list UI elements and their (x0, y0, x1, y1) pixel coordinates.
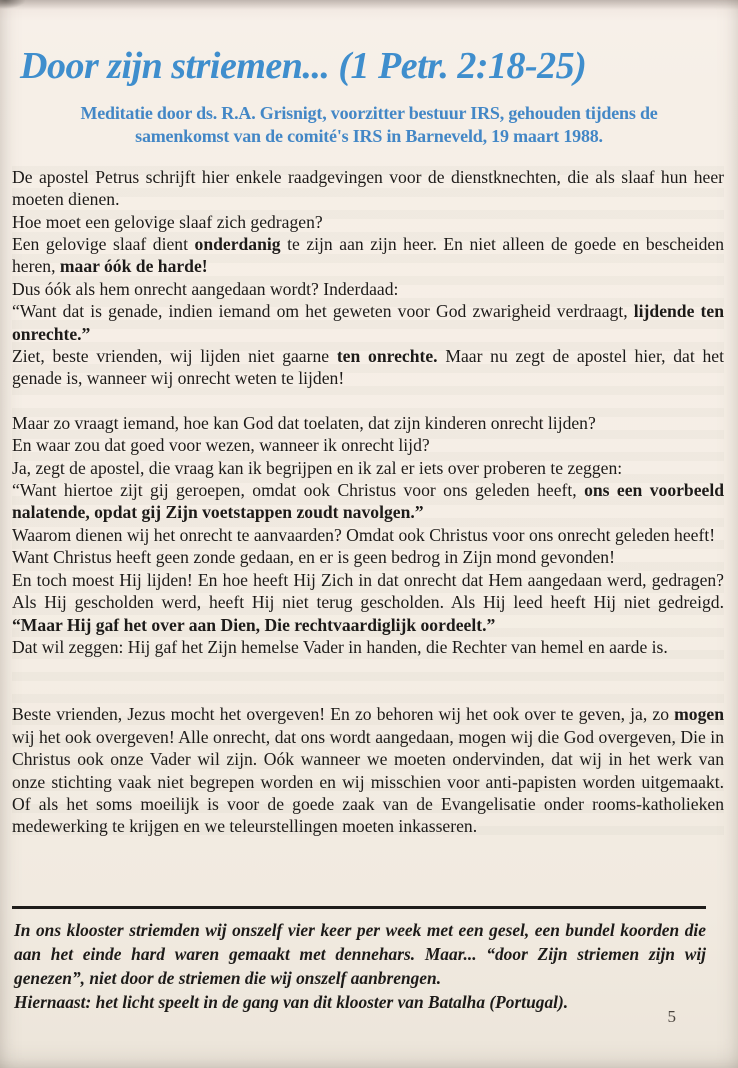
body-paragraph: Maar zo vraagt iemand, hoe kan God dat toelaten, dat zijn kinderen onrecht lijden? (12, 412, 596, 433)
article-subtitle: Meditatie door ds. R.A. Grisnigt, voorzitter bestuur IRS, gehouden tijdens de samenkomst van de comité's IRS in Barneveld, 19 maart 1988. (80, 102, 658, 146)
body-paragraph: Hoe moet een gelovige slaaf zich gedragen? (12, 211, 323, 232)
photo-caption (14, 918, 706, 1014)
scan-corner-artifact (0, 0, 26, 9)
body-paragraph: Ziet, beste vrienden, wij lijden niet gaarne ten onrechte. Maar nu zegt de apostel hier, dat het genade is, wanneer wij onrecht weten te lijden! (12, 346, 724, 389)
body-paragraph: Dus óók als hem onrecht aangedaan wordt? Inderdaad: (12, 278, 399, 299)
body-paragraph: “Want dat is genade, indien iemand om het geweten voor God zwarigheid verdraagt, lijdende ten onrechte.” (12, 301, 724, 344)
body-text (12, 166, 724, 838)
body-paragraph: Een gelovige slaaf dient onderdanig te zijn aan zijn heer. En niet alleen de goede en bescheiden heren, maar óók de harde! (12, 234, 724, 277)
body-paragraph: De apostel Petrus schrijft hier enkele raadgevingen voor de dienstknechten, die als slaaf hun heer moeten dienen. (12, 166, 724, 210)
body-paragraph: Waarom dienen wij het onrecht te aanvaarden? Omdat ook Christus voor ons onrecht geleden heeft! (12, 524, 716, 545)
body-paragraph: En toch moest Hij lijden! En hoe heeft Hij Zich in dat onrecht dat Hem aangedaan werd, gedragen? Als Hij gescholden werd, heeft Hij niet terug gescholden. Als Hij leed heeft Hij niet gedreigd. “Maar Hij gaf het over aan Dien, Die rechtvaardiglijk oordeelt.” (12, 569, 724, 635)
body-paragraph: Ja, zegt de apostel, die vraag kan ik begrijpen en ik zal er iets over proberen te zeggen: (12, 457, 623, 478)
article-title: Door zijn striemen... (1 Petr. 2:18-25) (20, 45, 587, 87)
body-paragraph: Dat wil zeggen: Hij gaf het Zijn hemelse Vader in handen, die Rechter van hemel en aarde is. (12, 636, 668, 657)
body-paragraph: “Want hiertoe zijt gij geroepen, omdat ook Christus voor ons geleden heeft, ons een voorbeeld nalatende, opdat gij Zijn voetstappen zoudt navolgen.” (12, 480, 725, 523)
page-number: 5 (667, 1007, 676, 1026)
body-paragraph: En waar zou dat goed voor wezen, wanneer ik onrecht lijd? (12, 435, 430, 456)
caption-paragraph: In ons klooster striemden wij onszelf vier keer per week met een gesel, een bundel koorden die aan het einde hard waren gemaakt met dennehars. Maar... “door Zijn striemen zijn wij genezen”, niet door de striemen die wij onszelf aanbrengen. (14, 920, 706, 988)
body-paragraph: Want Christus heeft geen zonde gedaan, en er is geen bedrog in Zijn mond gevonden! (12, 547, 615, 568)
footer-divider-rule (12, 906, 706, 909)
caption-paragraph: Hiernaast: het licht speelt in de gang van dit klooster van Batalha (Portugal). (14, 992, 569, 1012)
body-paragraph: Beste vrienden, Jezus mocht het overgeven! En zo behoren wij het ook over te geven, ja, zo mogen wij het ook overgeven! Alle onrecht, dat ons wordt aangedaan, mogen wij die God overgeven, Die in Christus ook onze Vader wil zijn. Oók wanneer we moeten ondervinden, dat wij in het werk van onze stichting vaak niet begrepen worden en wij misschien voor anti-papisten worden uitgemaakt. Of als het soms moeilijk is voor de goede zaak van de Evangelisatie onder rooms-katholieken medewerking te krijgen en we teleurstellingen moeten inkasseren. (12, 704, 724, 837)
